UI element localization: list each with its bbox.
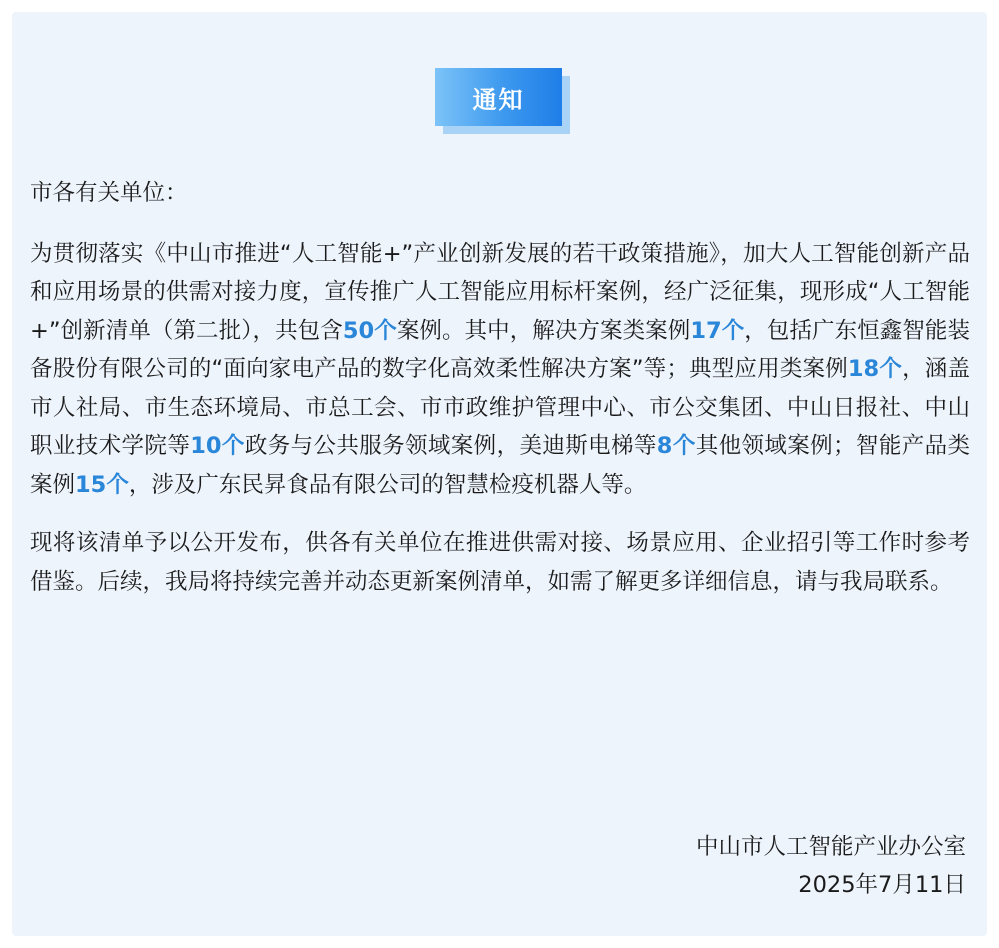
signature-date: 2025年7月11日: [798, 872, 966, 898]
title-badge: [435, 68, 570, 134]
text-segment: 案例。其中，解决方案类案例: [396, 317, 691, 344]
text-segment: 政务与公共服务领域案例，美迪斯电梯等: [244, 433, 657, 459]
notice-title: 通知: [435, 68, 562, 126]
signature-block: [696, 828, 966, 904]
highlight-government-count: 10个: [190, 433, 245, 459]
text-segment: ，涉及广东民昇食品有限公司的智慧检疫机器人等。: [128, 471, 647, 498]
text-segment: ，涵盖市人社局、市生态环境局、市总工会、市市政维护管理中心、市公交集团、中山日报社、中山职业技术学院等: [30, 356, 970, 459]
highlight-other-count: 8个: [656, 433, 696, 459]
salutation: 市各有关单位：: [30, 180, 188, 206]
highlight-solution-count: 17个: [690, 317, 745, 344]
signature-org: 中山市人工智能产业办公室: [695, 834, 966, 860]
text-segment: 为贯彻落实《中山市推进“人工智能+”产业创新发展的若干政策措施》，加大人工智能创新产品和应用场景的供需对接力度，宣传推广人工智能应用标杆案例，经广泛征集，现形成“人工智能+”创新清单（第二批），共包含: [30, 240, 970, 344]
highlight-total-count: 50个: [342, 317, 397, 344]
paragraph-release: 现将该清单予以公开发布，供各有关单位在推进供需对接、场景应用、企业招引等工作时参考借鉴。后续，我局将持续完善并动态更新案例清单，如需了解更多详细信息，请与我局联系。: [30, 530, 970, 595]
text-segment: 其他领域案例；智能产品类案例: [30, 433, 970, 498]
paragraph-summary: [30, 235, 970, 505]
text-segment: ，包括广东恒鑫智能装备股份有限公司的“面向家电产品的数字化高效柔性解决方案”等；典型应用类案例: [30, 317, 970, 382]
highlight-application-count: 18个: [847, 356, 903, 382]
notice-body: [30, 174, 970, 601]
highlight-product-count: 15个: [75, 471, 129, 498]
